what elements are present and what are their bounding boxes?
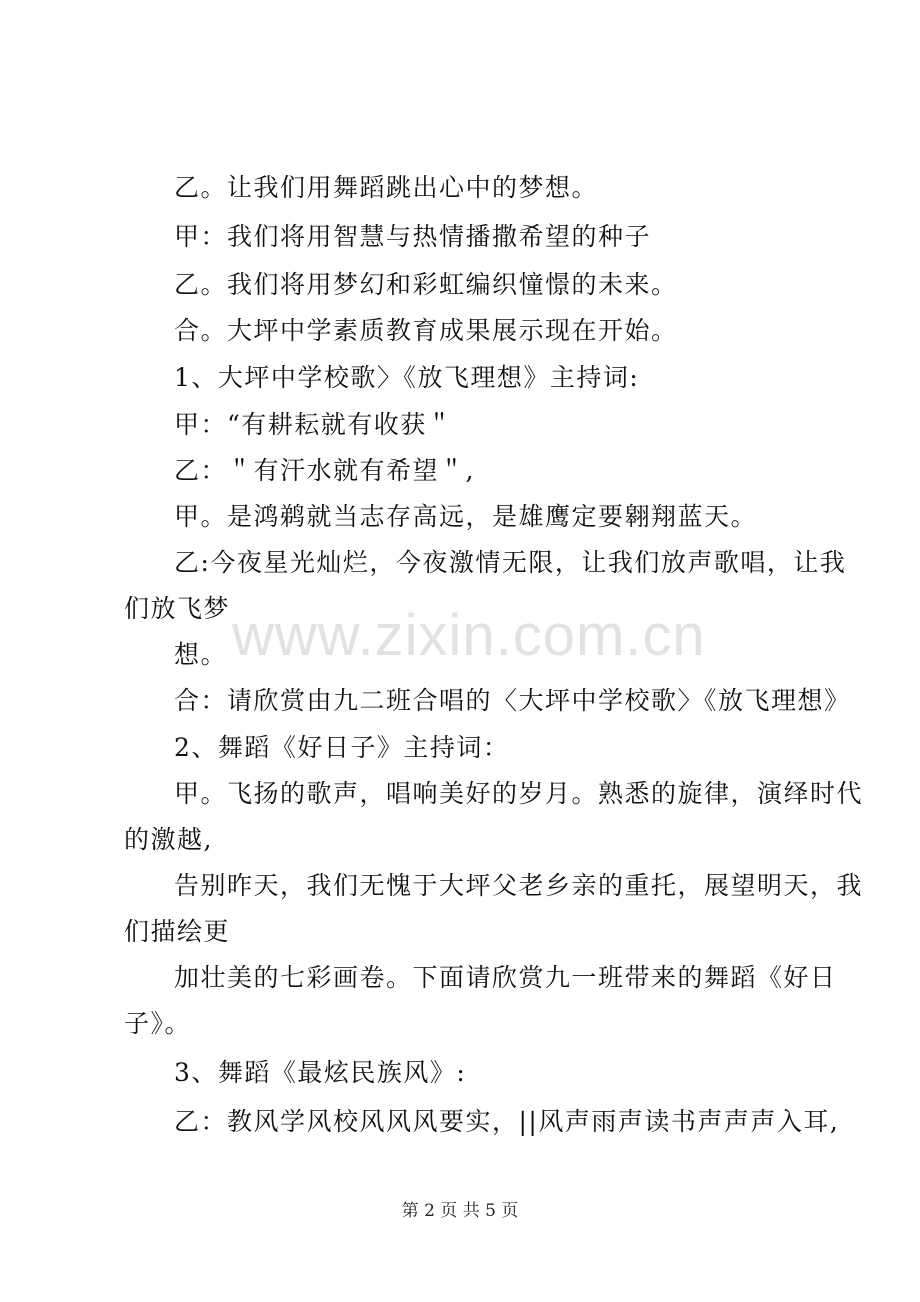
- text-line: 甲：“有耕耘就有收获＂: [174, 410, 454, 439]
- text-line: 乙。我们将用梦幻和彩虹编织憧憬的未来。: [174, 270, 678, 299]
- text-line: 甲：我们将用智慧与热情播撒希望的种子: [174, 222, 652, 251]
- text-line: 们放飞梦: [124, 594, 231, 623]
- watermark: www.zixin.com.cn: [232, 603, 706, 668]
- text-line: 3、舞蹈《最炫民族风》:: [174, 1058, 467, 1087]
- text-line: 乙：教风学风校风风风要实，||风声雨声读书声声声入耳,: [174, 1107, 840, 1136]
- text-line: 合：请欣赏由九二班合唱的〈大坪中学校歌〉《放飞理想》: [174, 686, 851, 715]
- text-line: 乙:今夜星光灿烂，今夜激情无限，让我们放声歌唱，让我: [174, 548, 847, 577]
- text-line: 乙：＂有汗水就有希望＂,: [174, 456, 475, 485]
- text-line: 告别昨天，我们无愧于大坪父老乡亲的重托，展望明天，我: [174, 871, 864, 900]
- text-line: 们描绘更: [124, 917, 231, 946]
- text-line: 甲。飞扬的歌声，唱响美好的岁月。熟悉的旋律，演绎时代: [174, 779, 864, 808]
- text-line: 2、舞蹈《好日子》主持词：: [174, 733, 510, 762]
- text-line: 乙。让我们用舞蹈跳出心中的梦想。: [174, 173, 599, 202]
- text-line: 的激越,: [124, 825, 213, 854]
- text-line: 加壮美的七彩画卷。下面请欣赏九一班带来的舞蹈《好日: [174, 963, 837, 992]
- text-line: 合。大坪中学素质教育成果展示现在开始。: [174, 316, 678, 345]
- text-line: 子》。: [124, 1009, 192, 1038]
- page-footer: 第 2 页 共 5 页: [401, 1201, 519, 1221]
- text-line: 想。: [174, 640, 228, 669]
- text-line: 1、大坪中学校歌〉《放飞理想》主持词:: [174, 363, 640, 392]
- text-line: 甲。是鸿鹈就当志存高远，是雄鹰定要翱翔蓝天。: [174, 502, 758, 531]
